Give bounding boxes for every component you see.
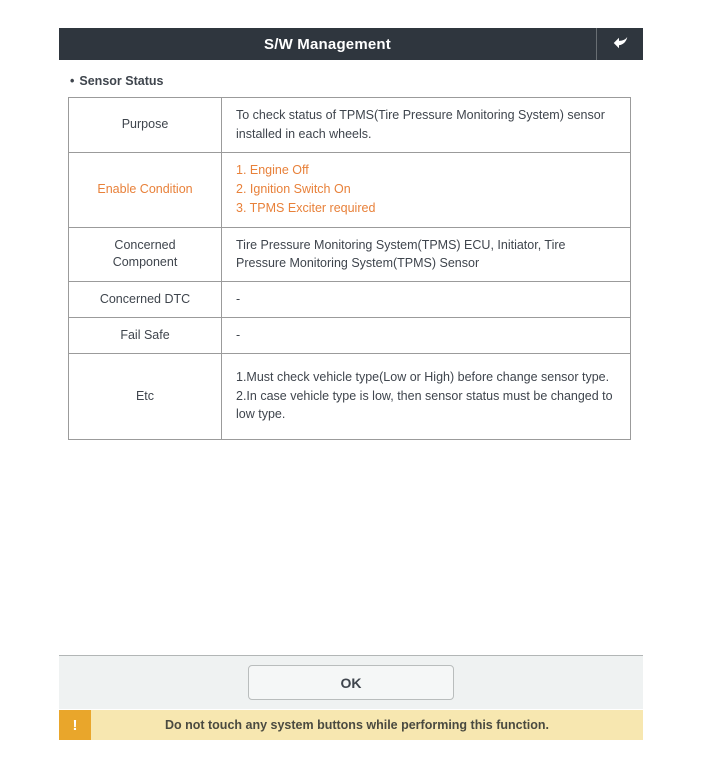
bullet-icon: • (70, 74, 75, 88)
row-value-concerned-dtc: - (236, 292, 241, 306)
exclamation-icon: ! (59, 710, 91, 740)
return-button[interactable] (597, 28, 643, 60)
header-bar (59, 28, 643, 60)
row-value-concerned-component: Tire Pressure Monitoring System(TPMS) ECU, Initiator, Tire Pressure Monitoring System(TPMS) Sensor (236, 237, 566, 271)
table-row-purpose (69, 98, 630, 153)
table-row-fail-safe (69, 318, 630, 354)
section-title (70, 74, 163, 88)
row-value-purpose: To check status of TPMS(Tire Pressure Monitoring System) sensor installed in each wheels. (236, 108, 605, 141)
section-title-label: Sensor Status (79, 74, 164, 88)
row-label-fail-safe: Fail Safe (69, 318, 222, 353)
row-label-concerned-dtc: Concerned DTC (69, 282, 222, 317)
page-title: S/W Management (264, 35, 391, 53)
table-row-concerned-dtc (69, 282, 630, 318)
row-value-etc: 1.Must check vehicle type(Low or High) before change sensor type. 2.In case vehicle type is low, then sensor status must be changed to low type. (236, 369, 613, 422)
row-value-fail-safe: - (236, 327, 241, 342)
sensor-status-table (68, 97, 631, 440)
row-label-concerned-component: Concerned Component (69, 228, 222, 282)
table-row-concerned-component (69, 228, 630, 283)
warning-bar (59, 710, 643, 740)
row-label-enable-condition: Enable Condition (69, 153, 222, 227)
table-row-etc (69, 354, 630, 439)
return-arrow-icon (609, 34, 632, 55)
warning-message: Do not touch any system buttons while performing this function. (164, 718, 550, 732)
row-label-etc: Etc (69, 354, 222, 439)
row-value-enable-condition: 1. Engine Off 2. Ignition Switch On 3. TPMS Exciter required (236, 163, 376, 215)
table-row-enable-condition (69, 153, 630, 228)
footer-band (59, 655, 643, 709)
row-label-purpose: Purpose (69, 98, 222, 152)
ok-button[interactable]: OK (248, 665, 454, 700)
